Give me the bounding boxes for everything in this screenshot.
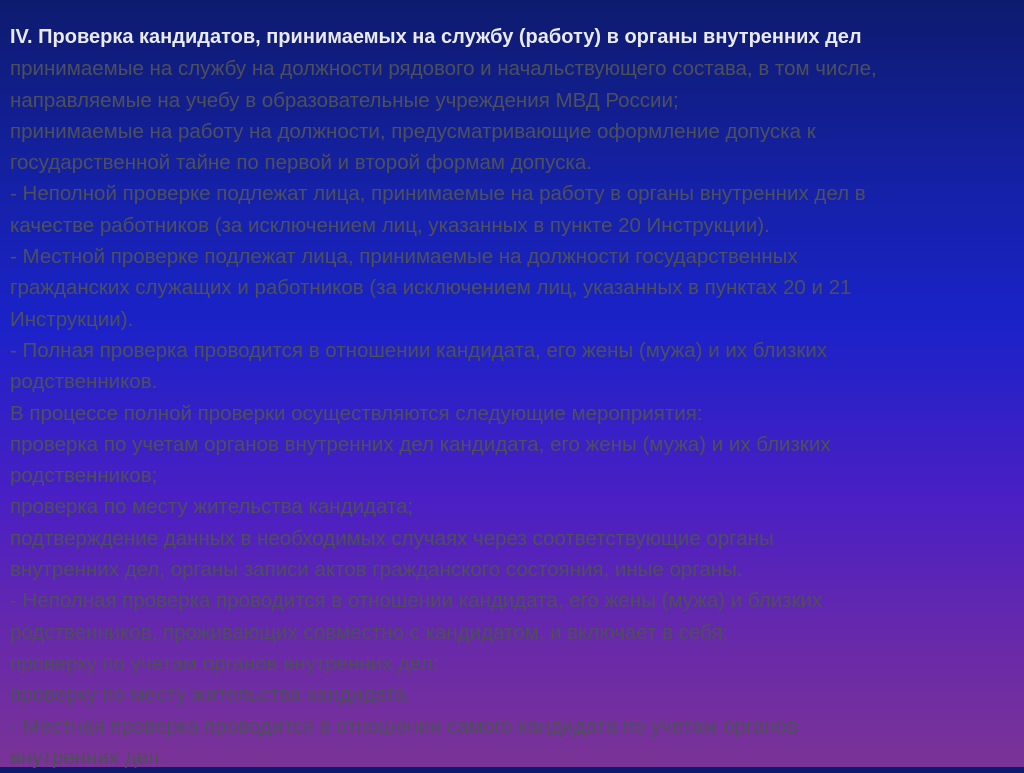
text-line: - Местная проверка проводится в отношении самого кандидата по учетам органов: [10, 714, 798, 738]
slide-content: [10, 22, 1014, 773]
text-line: внутренних дел, органы записи актов гражданского состояния, иные органы.: [10, 558, 743, 582]
text-line: родственников.: [10, 370, 158, 394]
text-line: - Неполная проверка проводится в отношении кандидата, его жены (мужа) и близких: [10, 589, 823, 613]
text-line: направляемые на учебу в образовательные учреждения МВД России;: [10, 88, 679, 112]
text-line: подтверждение данных в необходимых случаях через соответствующие органы: [10, 526, 774, 550]
text-line: родственников;: [10, 464, 158, 488]
slide-title: IV. Проверка кандидатов, принимаемых на службу (работу) в органы внутренних дел: [10, 26, 862, 48]
text-line: - Полная проверка проводится в отношении кандидата, его жены (мужа) и их близких: [10, 338, 828, 362]
text-line: государственной тайне по первой и второй формам допуска.: [10, 151, 592, 175]
text-line: проверка по месту жительства кандидата;: [10, 495, 414, 519]
text-line: проверку по месту жительства кандидата.: [10, 683, 412, 707]
text-line: В процессе полной проверки осуществляются следующие мероприятия:: [10, 401, 703, 425]
text-line: внутренних дел.: [10, 745, 166, 769]
text-line: гражданских служащих и работников (за исключением лиц, указанных в пунктах 20 и 21: [10, 276, 852, 300]
text-line: принимаемые на работу на должности, предусматривающие оформление допуска к: [10, 119, 816, 143]
text-line: - Местной проверке подлежат лица, принимаемые на должности государственных: [10, 245, 798, 269]
text-line: качестве работников (за исключением лиц, указанных в пункте 20 Инструкции).: [10, 213, 770, 237]
text-line: проверка по учетам органов внутренних дел кандидата, его жены (мужа) и их близких: [10, 432, 831, 456]
text-line: проверку по учетам органов внутренних дел;: [10, 651, 439, 675]
text-line: Инструкции).: [10, 307, 134, 331]
text-line: принимаемые на службу на должности рядового и начальствующего состава, в том числе,: [10, 57, 877, 81]
text-line: родственников, проживающих совместно с кандидатом, и включает в себя:: [10, 620, 729, 644]
text-line: - Неполной проверке подлежат лица, принимаемые на работу в органы внутренних дел в: [10, 182, 866, 206]
